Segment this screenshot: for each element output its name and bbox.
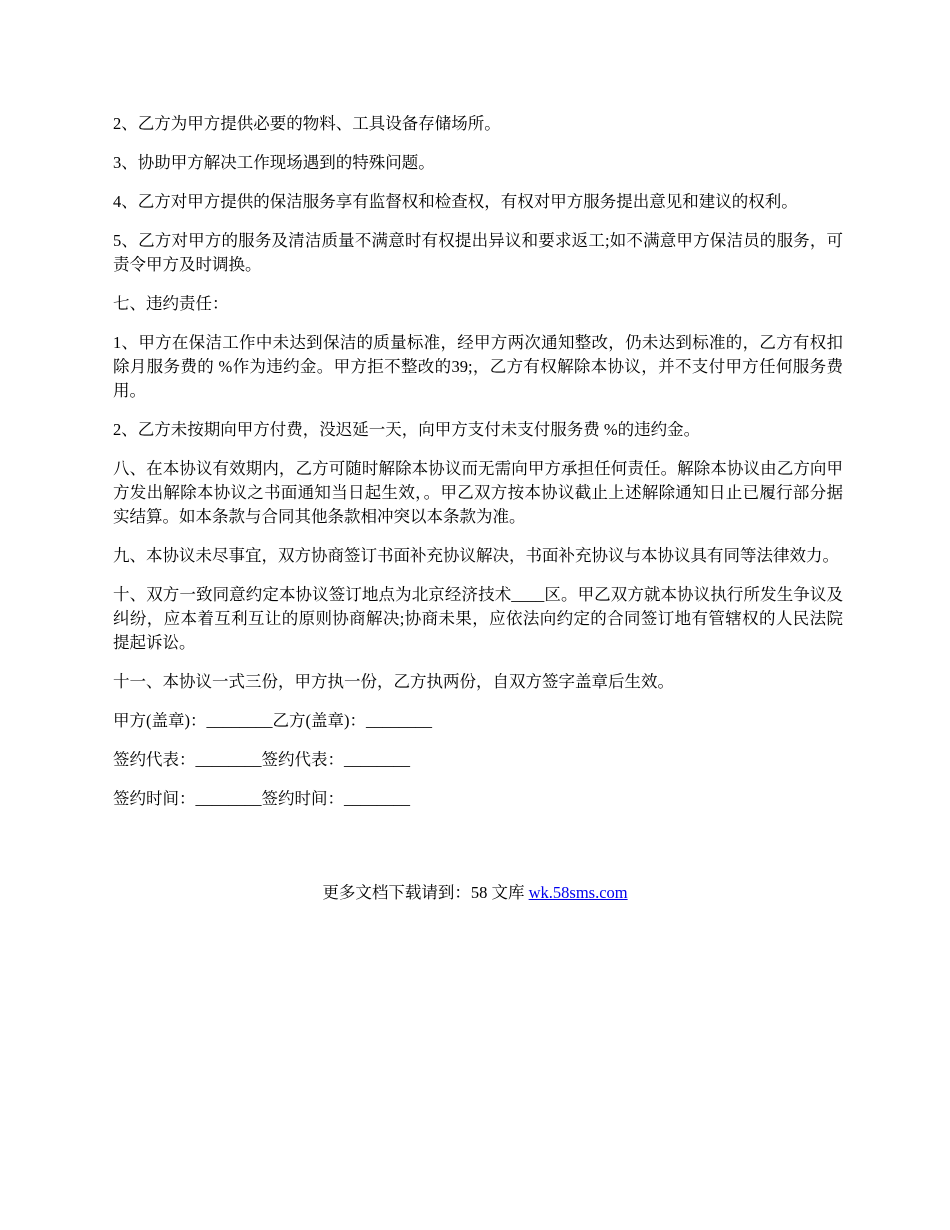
section-11: 十一、本协议一式三份，甲方执一份，乙方执两份，自双方签字盖章后生效。 [113, 672, 674, 691]
clause-6-2: 2、乙方为甲方提供必要的物料、工具设备存储场所。 [113, 114, 501, 133]
representative-line: 签约代表：________签约代表：________ [113, 750, 410, 769]
section-8: 八、在本协议有效期内，乙方可随时解除本协议而无需向甲方承担任何责任。解除本协议由乙方向甲方发出解除本协议之书面通知当日起生效，。甲乙双方按本协议截止上述解除通知日止已履行部分据实结算。如本条款与合同其他条款相冲突以本条款为准。 [113, 459, 843, 526]
clause-6-4: 4、乙方对甲方提供的保洁服务享有监督权和检查权，有权对甲方服务提出意见和建议的权利。 [113, 192, 798, 211]
clause-7-1: 1、甲方在保洁工作中未达到保洁的质量标准，经甲方两次通知整改，仍未达到标准的，乙方有权扣除月服务费的 %作为违约金。甲方拒不整改的39;，乙方有权解除本协议，并不支付甲方任何服务费用。 [113, 333, 843, 400]
clause-6-5: 5、乙方对甲方的服务及清洁质量不满意时有权提出异议和要求返工;如不满意甲方保洁员的服务，可责令甲方及时调换。 [113, 231, 843, 274]
section-9: 九、本协议未尽事宜，双方协商签订书面补充协议解决，书面补充协议与本协议具有同等法律效力。 [113, 546, 839, 565]
download-footer [0, 881, 950, 905]
clause-6-3: 3、协助甲方解决工作现场遇到的特殊问题。 [113, 153, 435, 172]
footer-link[interactable]: wk.58sms.com [528, 883, 628, 902]
seal-line: 甲方(盖章)：________乙方(盖章)：________ [113, 711, 432, 730]
sign-date-line: 签约时间：________签约时间：________ [113, 789, 410, 808]
section-7-heading: 七、违约责任： [113, 294, 229, 313]
section-10: 十、双方一致同意约定本协议签订地点为北京经济技术____区。甲乙双方就本协议执行所发生争议及纠纷，应本着互利互让的原则协商解决;协商未果，应依法向约定的合同签订地有管辖权的人民法院提起诉讼。 [113, 585, 843, 652]
footer-text: 更多文档下载请到：58 文库 [322, 883, 529, 902]
clause-7-2: 2、乙方未按期向甲方付费，没迟延一天，向甲方支付未支付服务费 %的违约金。 [113, 420, 701, 439]
document-body [113, 112, 843, 826]
